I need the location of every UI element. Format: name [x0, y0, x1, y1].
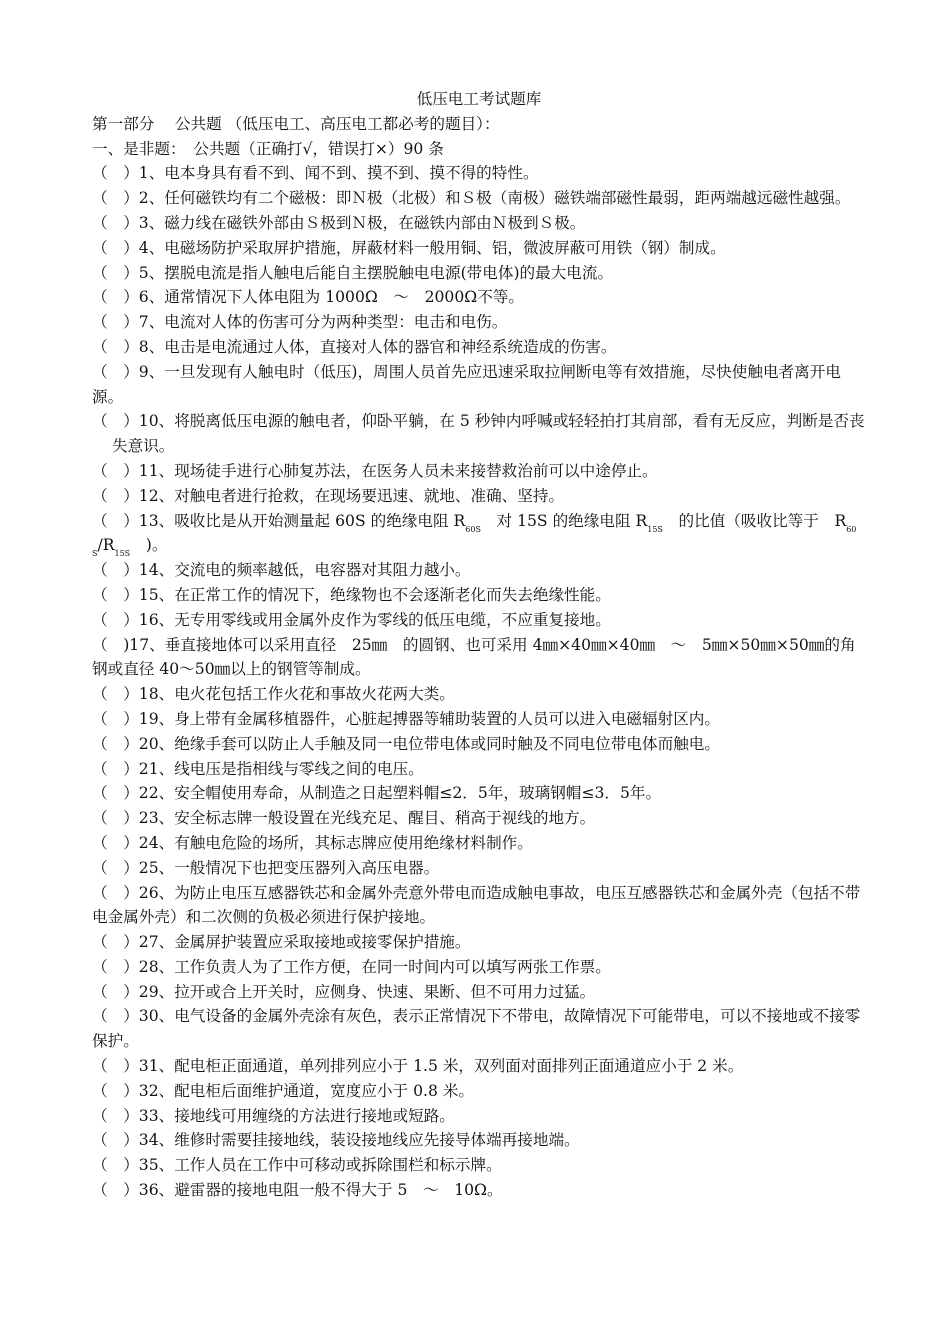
- question-16: （ ）16、无专用零线或用金属外皮作为零线的低压电缆，不应重复接地。: [92, 610, 611, 629]
- part-heading: 第一部分 公共题 （低压电工、高压电工都必考的题目）：: [92, 114, 500, 133]
- q13-subscript-3: 60S: [92, 524, 857, 559]
- question-24: （ ）24、有触电危险的场所，其标志牌应使用绝缘材料制作。: [92, 833, 533, 852]
- question-5: （ ）5、摆脱电流是指人触电后能自主摆脱触电电源(带电体)的最大电流。: [92, 263, 614, 282]
- question-4: （ ）4、电磁场防护采取屏护措施，屏蔽材料一般用铜、铝，微波屏蔽可用铁（钢）制成。: [92, 238, 726, 257]
- question-11: （ ）11、现场徒手进行心肺复苏法，在医务人员未来接替救治前可以中途停止。: [92, 461, 658, 480]
- q13-subscript-2: 15S: [647, 524, 663, 534]
- document-body: [92, 87, 866, 1203]
- question-26: （ ）26、为防止电压互感器铁芯和金属外壳意外带电而造成触电事故，电压互感器铁芯和金属外壳（包括不带电金属外壳）和二次侧的负极必须进行保护接地。: [92, 883, 861, 927]
- question-15: （ ）15、在正常工作的情况下，绝缘物也不会逐渐老化而失去绝缘性能。: [92, 585, 611, 604]
- question-8: （ ）8、电击是电流通过人体，直接对人体的器官和神经系统造成的伤害。: [92, 337, 617, 356]
- section-heading: 一、是非题： 公共题（正确打√，错误打×）90 条: [92, 139, 444, 158]
- question-35: （ ）35、工作人员在工作中可移动或拆除围栏和标示牌。: [92, 1156, 502, 1175]
- question-13: [92, 509, 866, 559]
- question-18: （ ）18、电火花包括工作火花和事故火花两大类。: [92, 685, 455, 704]
- question-28: （ ）28、工作负责人为了工作方便，在同一时间内可以填写两张工作票。: [92, 957, 611, 976]
- question-20: （ ）20、绝缘手套可以防止人手触及同一电位带电体或同时触及不同电位带电体而触电。: [92, 734, 720, 753]
- question-25: （ ）25、一般情况下也把变压器列入高压电器。: [92, 858, 440, 877]
- question-14: （ ）14、交流电的频率越低，电容器对其阻力越小。: [92, 561, 471, 580]
- question-27: （ ）27、金属屏护装置应采取接地或接零保护措施。: [92, 933, 471, 952]
- question-7: （ ）7、电流对人体的伤害可分为两种类型：电击和电伤。: [92, 313, 508, 332]
- document-title: 低压电工考试题库: [416, 90, 542, 108]
- question-17: （ )17、垂直接地体可以采用直径 25㎜ 的圆钢、也可采用 4㎜×40㎜×40㎜ ～ 5㎜×50㎜×50㎜的角钢或直径 40～50㎜以上的钢管等制成。: [92, 635, 856, 679]
- q13-text-e: )。: [130, 536, 168, 555]
- q13-text-d: /R: [97, 536, 115, 555]
- question-29: （ ）29、拉开或合上开关时，应侧身、快速、果断、但不可用力过猛。: [92, 982, 596, 1001]
- question-1: （ ）1、电本身具有看不到、闻不到、摸不到、摸不得的特性。: [92, 164, 539, 183]
- question-31: （ ）31、配电柜正面通道，单列排列应小于 1.5 米，双列面对面排列正面通道应小于 2 米。: [92, 1057, 744, 1076]
- question-33: （ ）33、接地线可用缠绕的方法进行接地或短路。: [92, 1106, 455, 1125]
- q13-text-b: 对 15S 的绝缘电阻 R: [480, 511, 648, 530]
- question-36: （ ）36、避雷器的接地电阻一般不得大于 5 ～ 10Ω。: [92, 1181, 503, 1200]
- question-10: （ ）10、将脱离低压电源的触电者，仰卧平躺，在 5 秒钟内呼喊或轻轻拍打其肩部，看有无反应，判断是否丧失意识。: [92, 412, 865, 456]
- question-9: （ ）9、一旦发现有人触电时（低压)，周围人员首先应迅速采取拉闸断电等有效措施，尽快使触电者离开电源。: [92, 362, 841, 406]
- question-3: （ ）3、磁力线在磁铁外部由Ｓ极到Ｎ极，在磁铁内部由Ｎ极到Ｓ极。: [92, 213, 586, 232]
- question-22: （ ）22、安全帽使用寿命，从制造之日起塑料帽≤2．5年，玻璃钢帽≤3．5年。: [92, 784, 662, 803]
- question-19: （ ）19、身上带有金属移植器件，心脏起搏器等辅助装置的人员可以进入电磁辐射区内。: [92, 709, 720, 728]
- q13-subscript-4: 15S: [114, 549, 131, 559]
- q13-subscript-1: 60S: [465, 524, 481, 534]
- question-12: （ ）12、对触电者进行抢救，在现场要迅速、就地、准确、坚持。: [92, 486, 565, 505]
- question-32: （ ）32、配电柜后面维护通道，宽度应小于 0.8 米。: [92, 1081, 475, 1100]
- q13-text-c: 的比值（吸收比等于 R: [662, 511, 847, 530]
- question-21: （ ）21、线电压是指相线与零线之间的电压。: [92, 759, 424, 778]
- question-2: （ ）2、任何磁铁均有二个磁极：即Ｎ极（北极）和Ｓ极（南极）磁铁端部磁性最弱，距两端越远磁性越强。: [92, 189, 851, 208]
- question-23: （ ）23、安全标志牌一般设置在光线充足、醒目、稍高于视线的地方。: [92, 809, 596, 828]
- q13-text-a: （ ）13、吸收比是从开始测量起 60S 的绝缘电阻 R: [92, 511, 466, 530]
- question-34: （ ）34、维修时需要挂接地线，装设接地线应先接导体端再接地端。: [92, 1131, 580, 1150]
- question-30: （ ）30、电气设备的金属外壳涂有灰色，表示正常情况下不带电，故障情况下可能带电，可以不接地或不接零保护。: [92, 1007, 861, 1051]
- question-6: （ ）6、通常情况下人体电阻为 1000Ω ～ 2000Ω不等。: [92, 288, 524, 307]
